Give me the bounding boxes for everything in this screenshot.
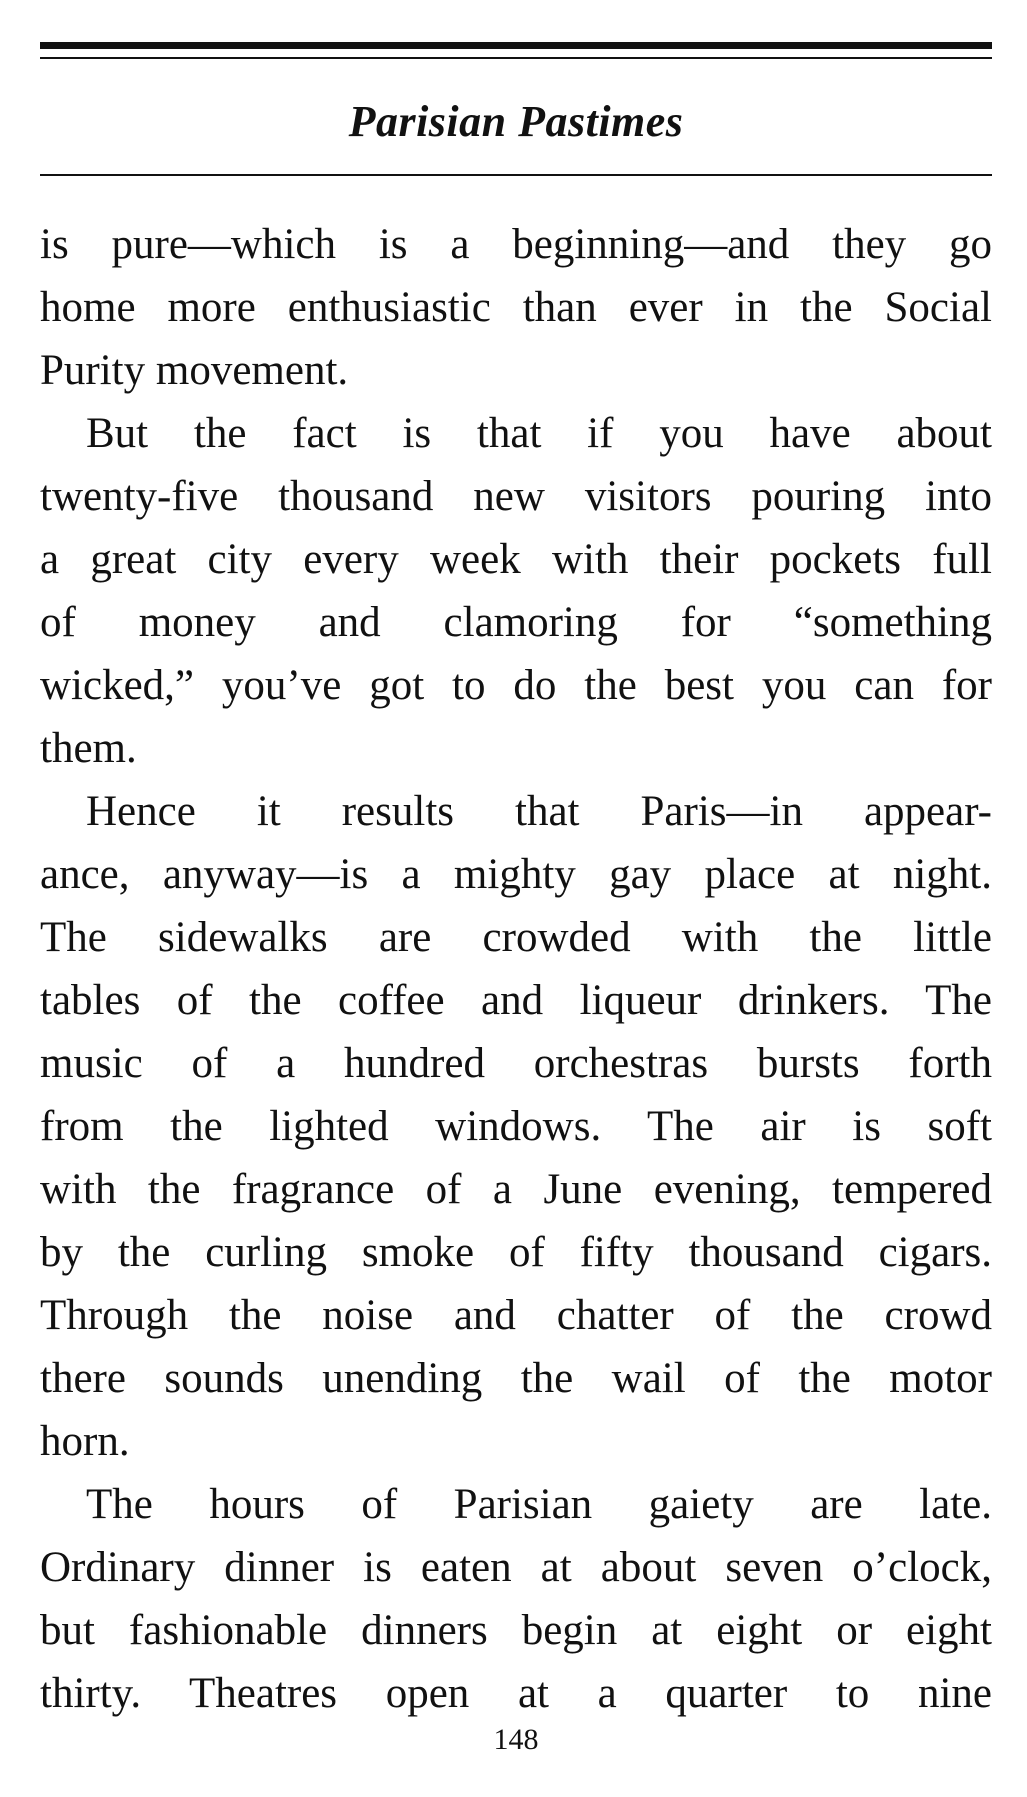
text-line: The hours of Parisian gaiety are late.	[86, 1481, 992, 1528]
text-line: Ordinary dinner is eaten at about seven o’clock,	[40, 1544, 992, 1591]
text-line: wicked,” you’ve got to do the best you can for	[40, 662, 992, 709]
text-line: from the lighted windows. The air is soft	[40, 1103, 992, 1150]
text-line: ance, anyway—is a mighty gay place at night.	[40, 851, 992, 898]
text-line: twenty-five thousand new visitors pouring into	[40, 473, 992, 520]
paragraph-4	[40, 1473, 992, 1725]
text-line: horn.	[40, 1418, 130, 1465]
text-line: of money and clamoring for “something	[40, 599, 992, 646]
text-line: by the curling smoke of fifty thousand cigars.	[40, 1229, 992, 1276]
page-number: 148	[493, 1723, 539, 1756]
text-line: there sounds unending the wail of the motor	[40, 1355, 992, 1402]
paragraph-1	[40, 213, 992, 402]
text-line: tables of the coffee and liqueur drinkers. The	[40, 977, 992, 1024]
paragraph-3	[40, 780, 992, 1473]
text-line: The sidewalks are crowded with the little	[40, 914, 992, 961]
text-line: But the fact is that if you have about	[86, 410, 992, 457]
text-line: with the fragrance of a June evening, tempered	[40, 1166, 992, 1213]
text-line: Hence it results that Paris—in appear-	[86, 788, 992, 835]
text-line: a great city every week with their pockets full	[40, 536, 992, 583]
text-line: music of a hundred orchestras bursts forth	[40, 1040, 992, 1087]
text-line: them.	[40, 725, 137, 772]
running-title: Parisian Pastimes	[348, 97, 684, 146]
top-double-rule-thick	[40, 42, 992, 49]
body-text	[40, 213, 992, 1725]
text-line: home more enthusiastic than ever in the Social	[40, 284, 992, 331]
text-line: thirty. Theatres open at a quarter to nine	[40, 1670, 992, 1717]
text-line: Purity movement.	[40, 347, 349, 394]
text-line: Through the noise and chatter of the crowd	[40, 1292, 992, 1339]
header-rule	[40, 174, 992, 176]
text-line: is pure—which is a beginning—and they go	[40, 221, 992, 268]
text-line: but fashionable dinners begin at eight or eight	[40, 1607, 992, 1654]
paragraph-2	[40, 402, 992, 780]
top-double-rule-thin	[40, 57, 992, 59]
